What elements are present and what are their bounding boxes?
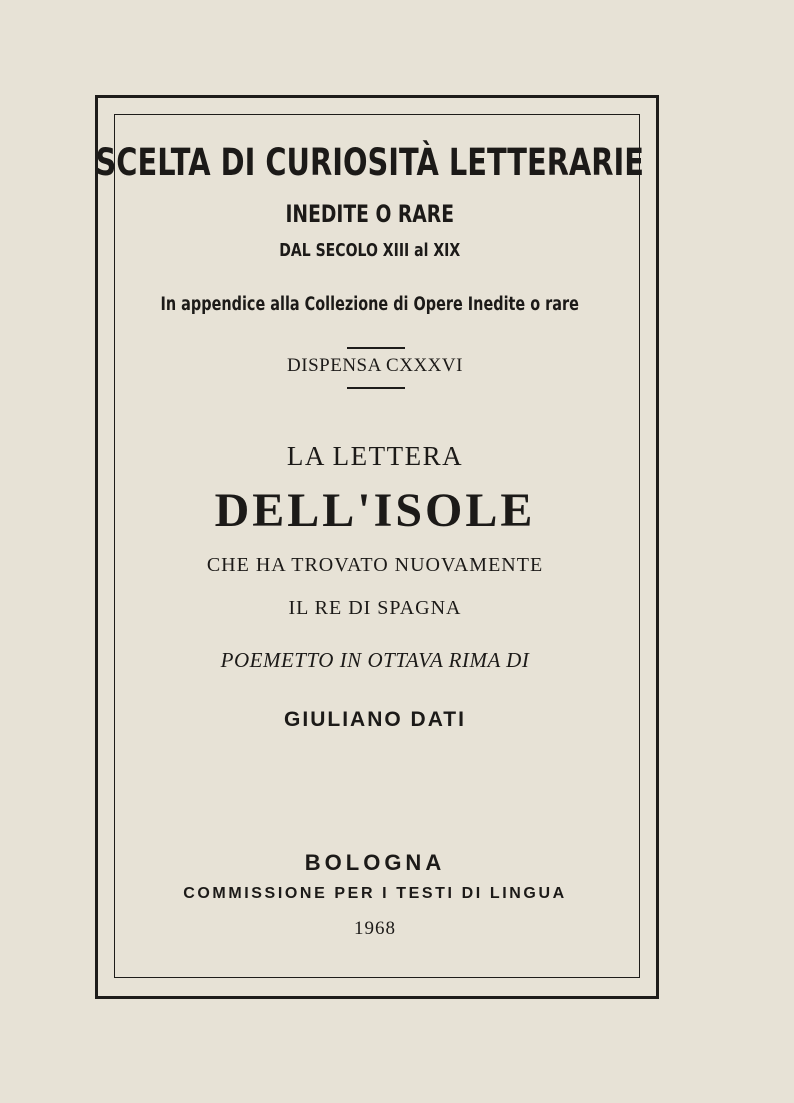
main-title: DELL'ISOLE bbox=[214, 484, 536, 537]
publication-place: BOLOGNA bbox=[304, 850, 446, 875]
series-title: SCELTA DI CURIOSITÀ LETTERARIE bbox=[95, 141, 644, 184]
publication-year: 1968 bbox=[354, 918, 396, 939]
rule-below-dispensa bbox=[347, 387, 405, 389]
title-line-la-lettera: LA LETTERA bbox=[286, 441, 464, 471]
author-name: GIULIANO DATI bbox=[284, 708, 466, 731]
rule-above-dispensa bbox=[347, 347, 405, 349]
title-line-re-di-spagna: IL RE DI SPAGNA bbox=[288, 597, 462, 619]
appendix-note: In appendice alla Collezione di Opere Inedite o rare bbox=[160, 294, 579, 315]
poem-description: POEMETTO IN OTTAVA RIMA DI bbox=[220, 648, 530, 672]
publisher: COMMISSIONE PER I TESTI DI LINGUA bbox=[183, 885, 567, 902]
dispensa-number: DISPENSA CXXXVI bbox=[287, 355, 463, 376]
subtitle-centuries: DAL SECOLO XIII al XIX bbox=[279, 240, 461, 261]
title-line-trovato: CHE HA TROVATO NUOVAMENTE bbox=[206, 554, 544, 576]
subtitle-inedite: INEDITE O RARE bbox=[285, 200, 454, 228]
